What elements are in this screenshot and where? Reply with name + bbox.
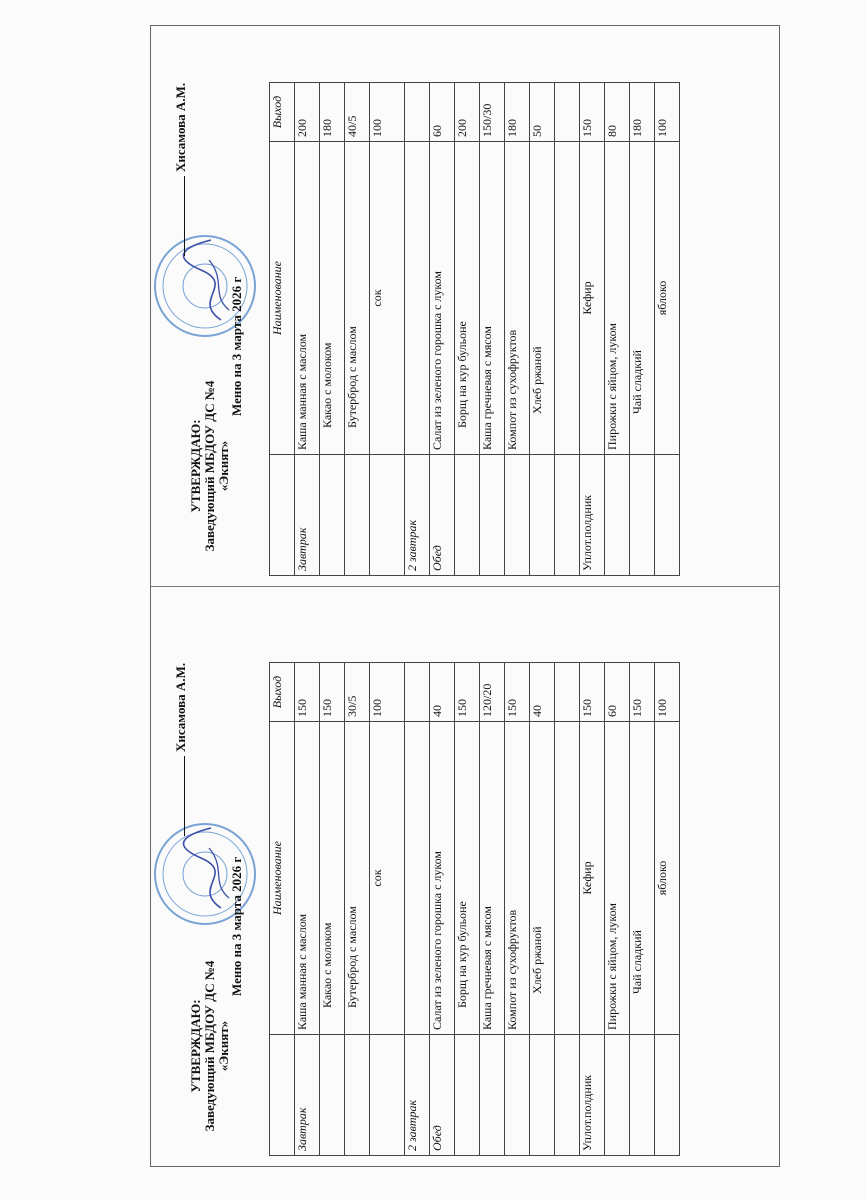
signer-line (173, 83, 189, 256)
table-header-row (270, 663, 295, 1156)
table-row (580, 663, 605, 1156)
output-cell (555, 663, 580, 722)
table-row (455, 83, 480, 576)
output-cell: 40 (530, 663, 555, 722)
meal-cell (505, 1035, 530, 1156)
menu-table (269, 662, 680, 1156)
meal-column-header (270, 1035, 295, 1156)
output-cell: 200 (295, 83, 320, 142)
output-cell: 60 (430, 83, 455, 142)
meal-cell: Завтрак (295, 455, 320, 576)
dish-cell: Чай сладкий (630, 142, 655, 455)
output-cell: 150 (320, 663, 345, 722)
dish-cell: Кефир (580, 722, 605, 1035)
meal-cell (370, 455, 405, 576)
approval-line: «Экият» (216, 1020, 231, 1072)
meal-cell (320, 1035, 345, 1156)
table-row (295, 663, 320, 1156)
dish-cell: Чай сладкий (630, 722, 655, 1035)
dish-cell: Каша гречневая с мясом (480, 142, 505, 455)
output-cell: 120/20 (480, 663, 505, 722)
dish-cell: Каша манная с маслом (295, 142, 320, 455)
dish-cell: Пирожки с яйцом, луком (605, 722, 630, 1035)
output-cell (555, 83, 580, 142)
dish-cell (405, 142, 430, 455)
meal-cell (480, 1035, 505, 1156)
table-row (655, 83, 680, 576)
meal-cell (630, 1035, 655, 1156)
meal-cell (555, 1035, 580, 1156)
output-cell: 150 (580, 83, 605, 142)
dish-cell (405, 722, 430, 1035)
meal-cell: Уплот.полдник (580, 1035, 605, 1156)
output-cell: 100 (370, 663, 405, 722)
menu-copy-right (151, 26, 779, 586)
meal-cell (320, 455, 345, 576)
output-cell: 100 (655, 83, 680, 142)
table-row (630, 663, 655, 1156)
meal-cell: 2 завтрак (405, 455, 430, 576)
approval-block (189, 356, 231, 576)
output-column-header: Выход (270, 83, 295, 142)
menu-date: Меню на 3 марта 2026 г (229, 856, 244, 996)
dish-cell: яблоко (655, 142, 680, 455)
table-row (430, 663, 455, 1156)
approval-line: Заведующий МБДОУ ДС №4 (202, 960, 217, 1132)
table-row (505, 83, 530, 576)
dish-cell: Пирожки с яйцом, луком (605, 142, 630, 455)
meal-cell (555, 455, 580, 576)
dish-cell: Салат из зеленого горошка с луком (430, 722, 455, 1035)
output-cell: 30/5 (345, 663, 370, 722)
table-row (630, 83, 655, 576)
dish-column-header: Наименование (270, 722, 295, 1035)
dish-cell: Салат из зеленого горошка с луком (430, 142, 455, 455)
output-cell: 100 (370, 83, 405, 142)
dish-cell: сок (370, 722, 405, 1035)
menu-date: Меню на 3 марта 2026 г (229, 276, 244, 416)
output-cell: 100 (655, 663, 680, 722)
table-row (430, 83, 455, 576)
menu-table (269, 82, 680, 576)
signer-name: Хисамова А.М. (173, 82, 188, 172)
dish-cell: Каша гречневая с мясом (480, 722, 505, 1035)
meal-cell (530, 1035, 555, 1156)
dish-cell: Компот из сухофруктов (505, 142, 530, 455)
output-cell: 180 (320, 83, 345, 142)
output-cell: 40 (430, 663, 455, 722)
dish-cell (555, 142, 580, 455)
table-row (370, 83, 405, 576)
meal-cell: Завтрак (295, 1035, 320, 1156)
meal-cell (455, 1035, 480, 1156)
table-row (555, 83, 580, 576)
table-row (295, 83, 320, 576)
output-cell: 150/30 (480, 83, 505, 142)
output-cell: 150 (455, 663, 480, 722)
dish-cell: Бутерброд с маслом (345, 142, 370, 455)
meal-cell (605, 1035, 630, 1156)
dish-cell: Компот из сухофруктов (505, 722, 530, 1035)
dish-cell: Кефир (580, 142, 605, 455)
dish-cell: Каша манная с маслом (295, 722, 320, 1035)
meal-cell (655, 1035, 680, 1156)
signature-blank (184, 756, 185, 836)
output-cell: 180 (630, 83, 655, 142)
output-cell: 150 (580, 663, 605, 722)
table-row (605, 83, 630, 576)
dish-cell: Какао с молоком (320, 142, 345, 455)
table-row (345, 83, 370, 576)
output-cell: 180 (505, 83, 530, 142)
approval-line: «Экият» (216, 440, 231, 492)
table-header-row (270, 83, 295, 576)
meal-cell (605, 455, 630, 576)
meal-cell (530, 455, 555, 576)
output-cell: 150 (295, 663, 320, 722)
dish-cell: Хлеб ржаной (530, 142, 555, 455)
dish-cell: Бутерброд с маслом (345, 722, 370, 1035)
meal-cell (345, 1035, 370, 1156)
output-column-header: Выход (270, 663, 295, 722)
table-row (320, 663, 345, 1156)
meal-cell (505, 455, 530, 576)
output-cell: 40/5 (345, 83, 370, 142)
table-row (580, 83, 605, 576)
table-row (345, 663, 370, 1156)
table-row (480, 663, 505, 1156)
table-row (455, 663, 480, 1156)
meal-cell (345, 455, 370, 576)
dish-cell: Борщ на кур бульоне (455, 142, 480, 455)
dish-cell: Хлеб ржаной (530, 722, 555, 1035)
output-cell: 200 (455, 83, 480, 142)
dish-cell: Какао с молоком (320, 722, 345, 1035)
menu-copy-left (151, 586, 779, 1166)
signer-name: Хисамова А.М. (173, 662, 188, 752)
table-row (405, 83, 430, 576)
table-row (530, 83, 555, 576)
output-cell (405, 83, 430, 142)
table-row (505, 663, 530, 1156)
dish-column-header: Наименование (270, 142, 295, 455)
output-cell: 50 (530, 83, 555, 142)
table-row (370, 663, 405, 1156)
table-row (405, 663, 430, 1156)
table-row (605, 663, 630, 1156)
meal-cell: Обед (430, 455, 455, 576)
output-cell: 80 (605, 83, 630, 142)
approval-line: УТВЕРЖДАЮ: (188, 999, 203, 1093)
menu-sheet (150, 25, 780, 1167)
meal-cell (370, 1035, 405, 1156)
approval-block (189, 936, 231, 1156)
approval-line: Заведующий МБДОУ ДС №4 (202, 380, 217, 552)
table-row (480, 83, 505, 576)
meal-cell (455, 455, 480, 576)
output-cell: 150 (630, 663, 655, 722)
meal-column-header (270, 455, 295, 576)
output-cell: 60 (605, 663, 630, 722)
output-cell (405, 663, 430, 722)
dish-cell: яблоко (655, 722, 680, 1035)
table-row (530, 663, 555, 1156)
signer-line (173, 663, 189, 836)
dish-cell (555, 722, 580, 1035)
meal-cell (480, 455, 505, 576)
table-row (655, 663, 680, 1156)
meal-cell: 2 завтрак (405, 1035, 430, 1156)
dish-cell: Борщ на кур бульоне (455, 722, 480, 1035)
approval-line: УТВЕРЖДАЮ: (188, 419, 203, 513)
signature-blank (184, 176, 185, 256)
table-row (555, 663, 580, 1156)
meal-cell: Уплот.полдник (580, 455, 605, 576)
output-cell: 150 (505, 663, 530, 722)
meal-cell (630, 455, 655, 576)
table-row (320, 83, 345, 576)
meal-cell: Обед (430, 1035, 455, 1156)
dish-cell: сок (370, 142, 405, 455)
meal-cell (655, 455, 680, 576)
